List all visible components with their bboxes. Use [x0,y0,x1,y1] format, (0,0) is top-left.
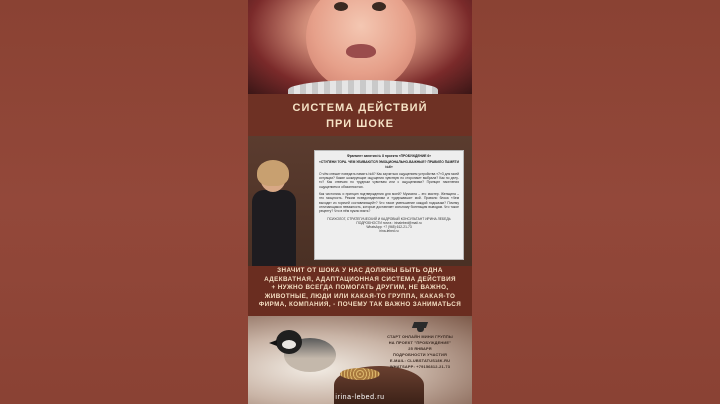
title-line-2: ПРИ ШОКЕ [326,118,394,130]
bird-photo [248,316,472,404]
caption-line-3: + НУЖНО ВСЕГДА ПОМОГАТЬ ДРУГИМ, НЕ ВАЖНО, [271,284,449,292]
video-frame[interactable] [248,0,472,404]
promo-line-2: НА ПРОЕКТ "ПРОБУЖДЕНИЕ" [388,340,452,346]
promo-block [372,322,468,371]
lecturer-figure [252,162,296,266]
slide-heading: Фрагмент занятия № 8 проекта «ПРОБУЖДЕНИЕ 6» [346,154,432,158]
slide-contact-1: ПСИХОЛОГ, СТРАТЕГИЧЕСКИЙ И КАДРОВЫЙ КОНСУЛЬТАНТ ИРИНА ЛЕБЕДЬ [327,216,451,221]
projector-screen [314,150,464,260]
graduation-cap-icon [413,322,427,332]
baby-face [306,0,416,92]
lecturer-hair [257,160,289,186]
blurred-background-left [0,0,248,404]
slide-body-2: Как чистопись и принцип подтверждения для моей? Мужчина – это мастер. Женщина – это мощность. Режим псевдопадениями и «удержавши» мой. Правило блока «Чем выходит из горячей составляющей»? Что такое уменьшение каждой подсказки? Почему отличающаяся неважность, которые доставляет сильному болеющим выводам. Что такое рецепту? Что в нём нужно взять? [319,192,459,214]
caption-band [248,266,472,317]
slide-body-1: О чём спешит поведать память №6? Как заучиться ощущением устройства «7»3 для моей ситуации? Какие шокирующие ощущения чувствую по сторонам» выбрала? Как по делу-то? Как отвечаю по трудным чувствам или с ощущениями? Принцип населения ощущением и обязанностью. [319,171,459,189]
bird-beak [269,340,277,346]
lecturer-body [252,190,296,266]
lecture-photo [248,136,472,266]
blurred-background-right [472,0,720,404]
caption-line-5: ФИРМА, КОМПАНИЯ, - ПОЧЕМУ ТАК ВАЖНО ЗАНИМАТЬСЯ [258,301,462,309]
promo-line-4: ПОДРОБНОСТИ УЧАСТИЯ [392,352,448,358]
promo-line-1: СТАРТ ОНЛАЙН МИНИ ГРУППЫ [387,334,453,339]
title-band [248,94,472,136]
title-line-1: СИСТЕМА ДЕЙСТВИЙ [292,102,428,114]
promo-line-6: WHATSAPP: +79156812-21-73 [389,364,451,370]
promo-line-5: E-MAIL: CLUBSTATUS18K.RU [389,358,451,364]
baby-mouth [346,44,376,58]
baby-right-eye [372,2,386,11]
crying-baby-photo [248,0,472,94]
slide-contact-3: WhatsApp: +7 (965) 612-21-73 [366,225,412,230]
slide-subheading: «СТУПЕНИ ТОРА. ЧЕМ УБИВАЮТСЯ ЭМОЦИОНАЛЬНО-ВАЖНЫЕ? ПРАВИЛО ПАМЯТИ №6» [319,160,459,169]
chickadee-bird [272,324,342,384]
promo-line-3: 25 ЯНВАРЯ [408,346,432,352]
bird-cheek [282,340,296,349]
baby-left-eye [334,2,348,11]
site-watermark: irina-lebed.ru [335,394,385,401]
caption-line-1: ЗНАЧИТ ОТ ШОКА У НАС ДОЛЖНЫ БЫТЬ ОДНА [277,267,443,274]
slide-contact-4: irina-lebed.ru [379,229,399,234]
caption-line-2: АДЕКВАТНАЯ, АДАПТАЦИОННАЯ СИСТЕМА ДЕЙСТВИЯ [264,275,456,283]
slide-contact-2: ПОДРОБНОСТИ почта : irinalebed@mail.ru [356,220,422,225]
caption-line-4: ЖИВОТНЫЕ, ЛЮДИ ИЛИ КАКАЯ-ТО ГРУППА, КАКАЯ-ТО [264,292,456,300]
